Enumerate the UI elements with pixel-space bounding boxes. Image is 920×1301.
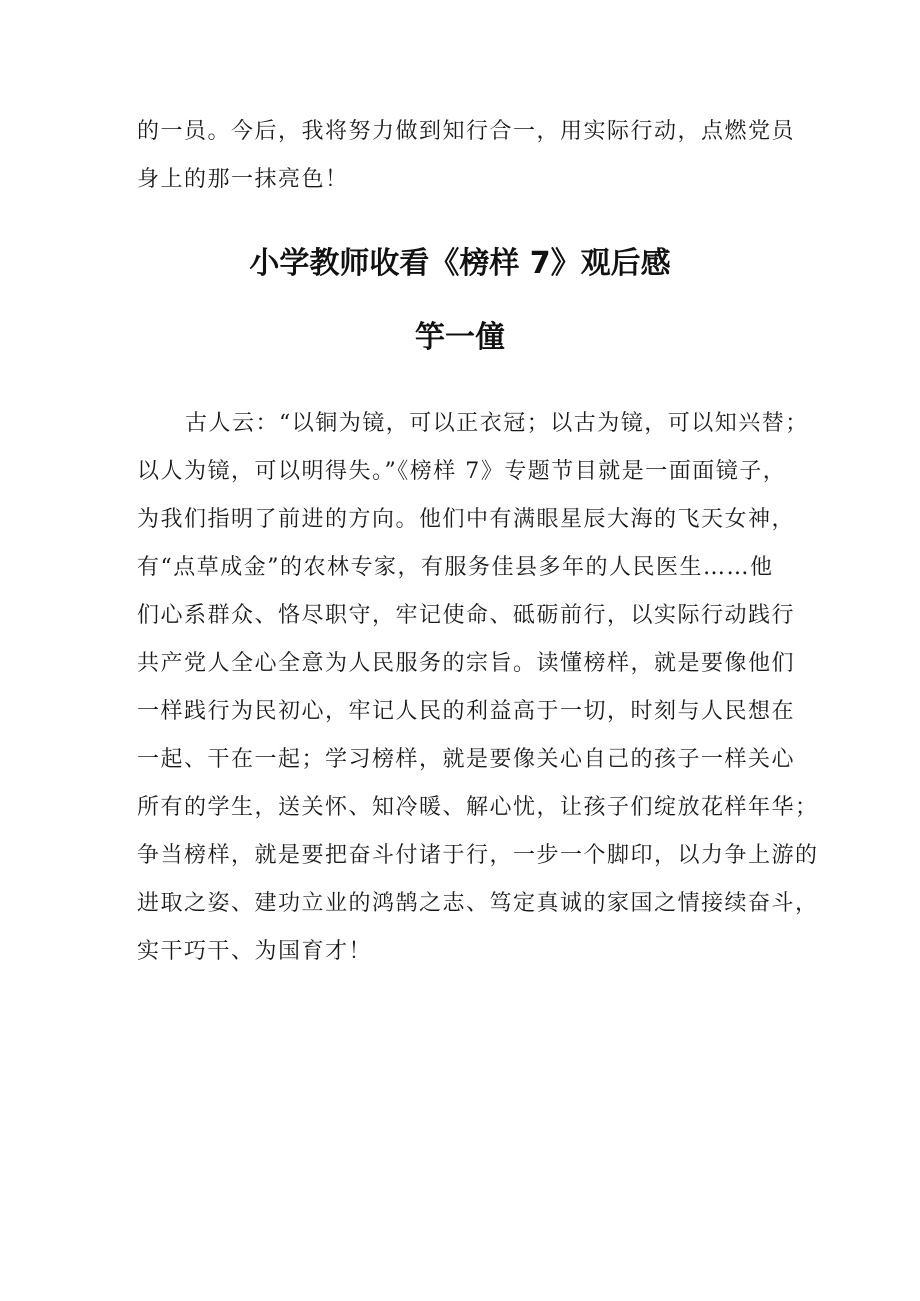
- text-line: 为我们指明了前进的方向。他们中有满眼星辰大海的飞天女神，: [137, 507, 796, 532]
- text-line: 所有的学生，送关怀、知冷暖、解心忧，让孩子们绽放花样年华；: [137, 795, 819, 820]
- text-line: 古人云：“以铜为镜，可以正衣冠；以古为镜，可以知兴替；: [185, 411, 809, 436]
- text-line: 有“点草成金”的农林专家，有服务佳县多年的人民医生……他: [137, 555, 774, 580]
- text-line: 一起、干在一起；学习榜样，就是要像关心自己的孩子一样关心: [137, 747, 796, 772]
- article-author: 竽一僮: [415, 320, 505, 355]
- text-line: 们心系群众、恪尽职守，牢记使命、砥砺前行，以实际行动践行: [137, 603, 796, 628]
- text-line: 一样践行为民初心，牢记人民的利益高于一切，时刻与人民想在: [137, 699, 796, 724]
- text-line: 实干巧干、为国育才！: [137, 939, 373, 964]
- previous-section-paragraph: [137, 108, 807, 204]
- article-title: 小学教师收看《榜样 7》观后感: [249, 246, 671, 281]
- text-line: 以人为镜，可以明得失。”《榜样 7》专题节目就是一面面镜子，: [137, 459, 787, 484]
- text-line: 争当榜样，就是要把奋斗付诸于行，一步一个脚印，以力争上游的: [137, 843, 819, 868]
- article-body-paragraph: [137, 400, 819, 976]
- text-line: 共产党人全心全意为人民服务的宗旨。读懂榜样，就是要像他们: [137, 651, 796, 676]
- text-line: 身上的那一抹亮色！: [137, 167, 349, 192]
- text-line: 的一员。今后，我将努力做到知行合一，用实际行动，点燃党员: [137, 119, 796, 144]
- text-line: 进取之姿、建功立业的鸿鹄之志、笃定真诚的家国之情接续奋斗，: [137, 891, 819, 916]
